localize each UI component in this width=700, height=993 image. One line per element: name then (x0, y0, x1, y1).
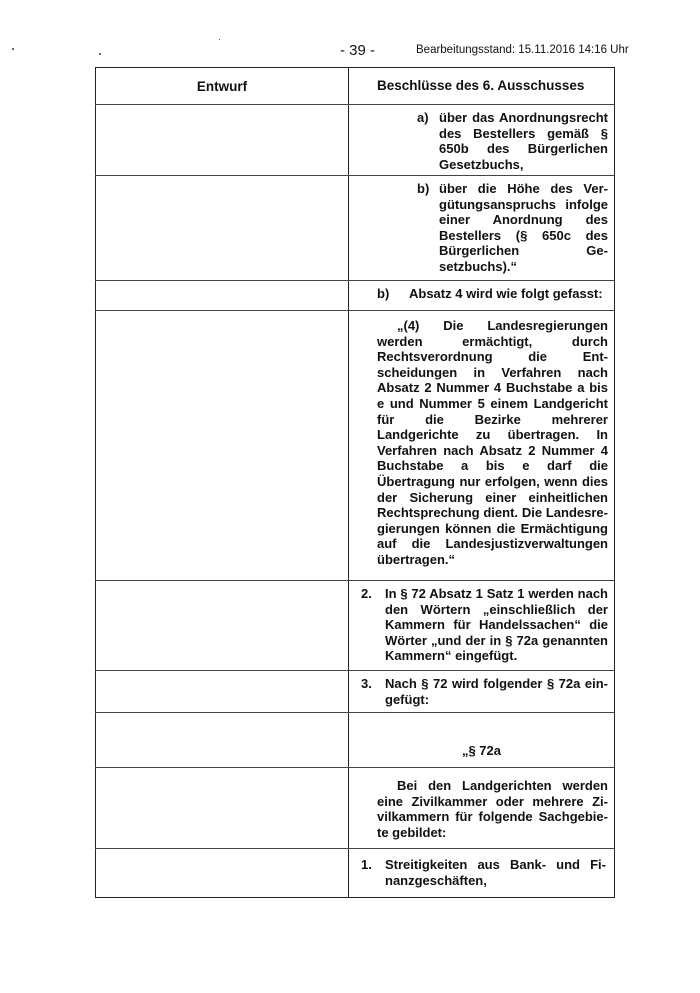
right-cell (349, 713, 615, 767)
right-cell (349, 176, 615, 280)
table-row (95, 849, 615, 897)
left-cell-empty (95, 713, 349, 767)
right-cell (349, 581, 615, 670)
right-cell (349, 311, 615, 580)
list-item (349, 581, 614, 670)
table-row (95, 671, 615, 713)
item-text: Nach § 72 wird folgender § 72a eingefügt: (385, 676, 608, 707)
table-row (95, 105, 615, 176)
item-marker: 3. (361, 676, 372, 691)
left-cell-empty (95, 849, 349, 897)
item-marker: a) (417, 110, 429, 125)
list-item (349, 849, 614, 896)
table-row (95, 768, 615, 849)
list-item (349, 176, 614, 281)
table-row (95, 581, 615, 671)
synopsis-table (95, 67, 615, 898)
item-marker: b) (417, 181, 430, 196)
left-cell-empty (95, 105, 349, 175)
table-header-row (95, 68, 615, 105)
page-number: - 39 - (340, 42, 376, 59)
revision-status: Bearbeitungsstand: 15.11.2016 14:16 Uhr (416, 44, 629, 56)
right-cell (349, 768, 615, 848)
list-item (349, 105, 614, 178)
right-cell (349, 105, 615, 175)
item-text: über das Anordnungsrecht des Bestellers gemäß § 650b des Bürgerlichen Gesetzbuchs, (439, 110, 608, 172)
right-cell (349, 671, 615, 712)
right-cell (349, 849, 615, 897)
table-row (95, 176, 615, 281)
left-cell-empty (95, 671, 349, 712)
paragraph-text: „(4) Die Landesregierungen werden ermächtigt, durch Rechtsverordnung die Entscheidungen in Verfahren nach Absatz 2 Nummer 4 Buchstabe a bis e und Nummer 5 einem Landgericht für die Bezirke mehrerer Landgerichte zu übertragen. In Verfahren nach Absatz 2 Nummer 4 Buchstabe a bis e darf die Übertragung nur erfolgen, wenn dies der Sicherung einer einheitlichen Rechtsprechung dient. Die Landesregierungen können die Ermächtigung auf die Landesjustizverwaltungen übertragen.“ (377, 318, 608, 567)
section-heading: „§ 72a (461, 743, 502, 758)
table-row (95, 281, 615, 311)
left-cell-empty (95, 311, 349, 580)
item-text: In § 72 Absatz 1 Satz 1 werden nach den Wörtern „einschließlich der Kammern für Handelssachen“ die Wörter „und der in § 72a genannten Kammern“ eingefügt. (385, 586, 608, 664)
list-item (349, 281, 614, 308)
column-header-entwurf: Entwurf (95, 68, 349, 104)
item-marker: b) (377, 286, 390, 301)
item-text: über die Höhe des Vergütungsanspruchs infolge einer Anordnung des Bestellers (§ 650c des Bürgerlichen Gesetzbuchs).“ (439, 181, 608, 274)
table-row (95, 713, 615, 768)
left-cell-empty (95, 768, 349, 848)
left-cell-empty (95, 281, 349, 310)
column-header-beschluesse: Beschlüsse des 6. Ausschusses (349, 68, 615, 104)
item-marker: 2. (361, 586, 372, 601)
left-cell-empty (95, 581, 349, 670)
paragraph-text: Bei den Landgerichten werden eine Zivilkammer oder mehrere Zivilkammern für folgende Sachgebiete gebildet: (377, 778, 608, 840)
scan-speck (219, 39, 220, 40)
table-row (95, 311, 615, 581)
item-text: Streitigkeiten aus Bank- und Finanzgeschäften, (385, 857, 606, 888)
page-header (0, 42, 700, 60)
list-item (349, 671, 614, 713)
item-marker: 1. (361, 857, 372, 872)
right-cell (349, 281, 615, 310)
left-cell-empty (95, 176, 349, 280)
item-text: Absatz 4 wird wie folgt gefasst: (409, 286, 603, 301)
